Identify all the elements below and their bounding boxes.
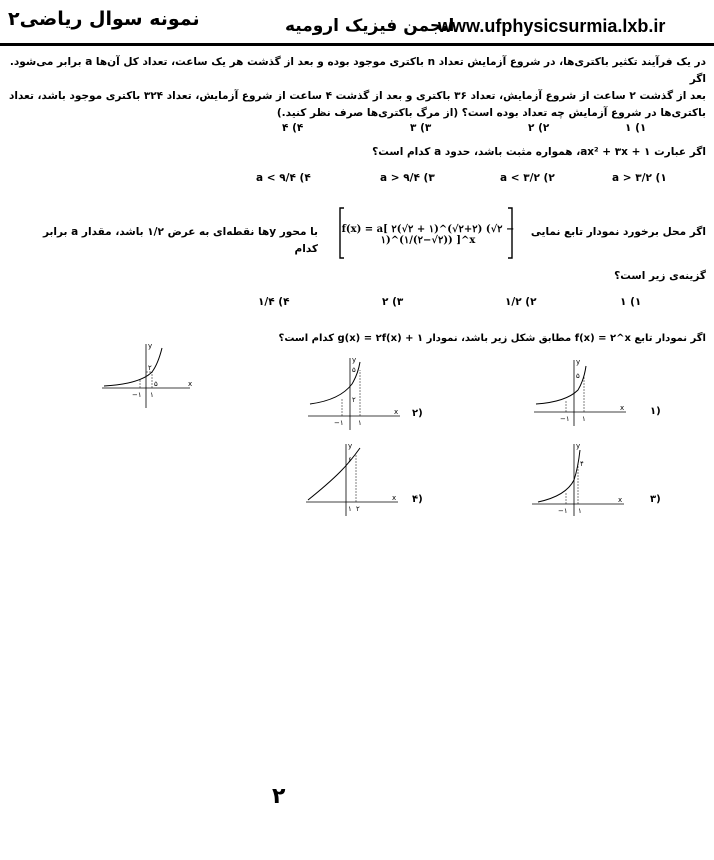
svg-text:۱: ۱ [348,505,352,513]
axis-x-label: x [188,380,193,388]
option-1-graph [532,356,628,430]
q3-text-b: با محور yها نقطه‌ای به عرض ۱/۲ باشد، مقدار a برابر کدام [42,226,318,255]
option-3-graph [530,440,626,520]
svg-text:۶: ۶ [348,456,352,464]
option-2-graph [306,354,402,434]
svg-text:۵: ۵ [576,372,580,380]
svg-text:x: x [392,494,397,502]
q3-text-c: گزینه‌ی زیر است؟ [614,270,706,282]
q1-option-2: ۲) ۲ [528,122,550,134]
q3-text-a: اگر محل برخورد نمودار تابع نمایی [530,226,706,238]
q1-option-1: ۱) ۱ [625,122,647,134]
svg-text:x: x [394,408,399,416]
svg-text:−۱: −۱ [558,507,568,515]
q2-option-2: ۲) a < ۳/۲ [500,172,555,184]
q2-text: اگر عبارت ax² + ۳x + ۱، همواره مثبت باشد، حدود a کدام است؟ [372,146,706,158]
svg-text:۱: ۱ [358,419,362,427]
header-divider [0,43,714,46]
header-title-left: نمونه سوال ریاضی۲ [8,8,200,30]
q4-text: اگر نمودار تابع f(x) = ۲^x مطابق شکل زیر باشد، نمودار g(x) = ۲f(x) + ۱ کدام است؟ [278,333,706,344]
q2-option-1: ۱) a > ۳/۲ [612,172,667,184]
graph-option-2-label: ۲) [412,408,423,419]
q1-line-3: باکتری‌ها در شروع آزمایش چه تعداد بوده است؟ (از مرگ باکتری‌ها صرف نظر کنید.) [276,107,706,119]
svg-text:y: y [352,356,357,364]
svg-text:x: x [620,404,625,412]
q1-line-2: بعد از گذشت ۲ ساعت از شروع آزمایش، تعداد ۳۶ باکتری و بعد از گذشت ۴ ساعت از شروع آزمایش، تعداد ۳۲۴ باکتری موجود باشد، تعداد [8,90,706,102]
svg-text:۵: ۵ [154,380,158,388]
graph-option-3-label: ۳) [650,494,661,505]
svg-text:۱: ۱ [150,391,154,399]
svg-text:x: x [618,496,623,504]
q3-option-3: ۳) ۲ [382,296,404,308]
svg-text:۲: ۲ [352,396,356,404]
svg-text:y: y [576,442,581,450]
axis-y-label: y [148,342,153,350]
svg-text:۱: ۱ [578,507,582,515]
graph-option-4-label: ۴) [412,494,423,505]
q2-option-4: ۴) a < ۹/۴ [256,172,311,184]
svg-text:۱: ۱ [582,415,586,423]
option-4-graph [304,440,400,520]
svg-text:y: y [348,442,353,450]
q1-option-4: ۴) ۴ [282,122,304,134]
q1-option-3: ۳) ۳ [410,122,432,134]
q3-option-2: ۲) ۱/۲ [505,296,537,308]
given-graph [100,340,192,412]
svg-text:۴: ۴ [580,460,584,468]
q2-option-3: ۳) a > ۹/۴ [380,172,435,184]
svg-text:−۱: −۱ [560,415,570,423]
q3-option-1: ۱) ۱ [620,296,642,308]
svg-text:−۱: −۱ [132,391,142,399]
page-number: ۲ [272,784,286,809]
svg-text:۲: ۲ [148,364,152,372]
header-title-mid: انجمن فیزیک ارومیه [285,16,455,36]
q3-formula [322,204,534,262]
svg-text:۵: ۵ [352,366,356,374]
q3-option-4: ۴) ۱/۴ [258,296,290,308]
question-1 [6,54,706,122]
header-url: www.ufphysicsurmia.lxb.ir [438,16,666,36]
q1-line-1: در یک فرآیند تکثیر باکتری‌ها، در شروع آزمایش تعداد n باکتری موجود بوده و بعد از گذشت هر یک ساعت، تعداد کل آن‌ها a برابر می‌شود. اگر [9,56,706,85]
graph-option-1-label: ۱) [650,406,661,417]
q3-formula-text: f(x) = a[ ۲(√۲ + ۱)^(√۲+۲) (√۲ − ۱)^(۱/(۲−√۲)) ]^x [341,224,515,246]
svg-text:y: y [576,358,581,366]
svg-text:−۱: −۱ [334,419,344,427]
svg-text:۲: ۲ [356,505,360,513]
